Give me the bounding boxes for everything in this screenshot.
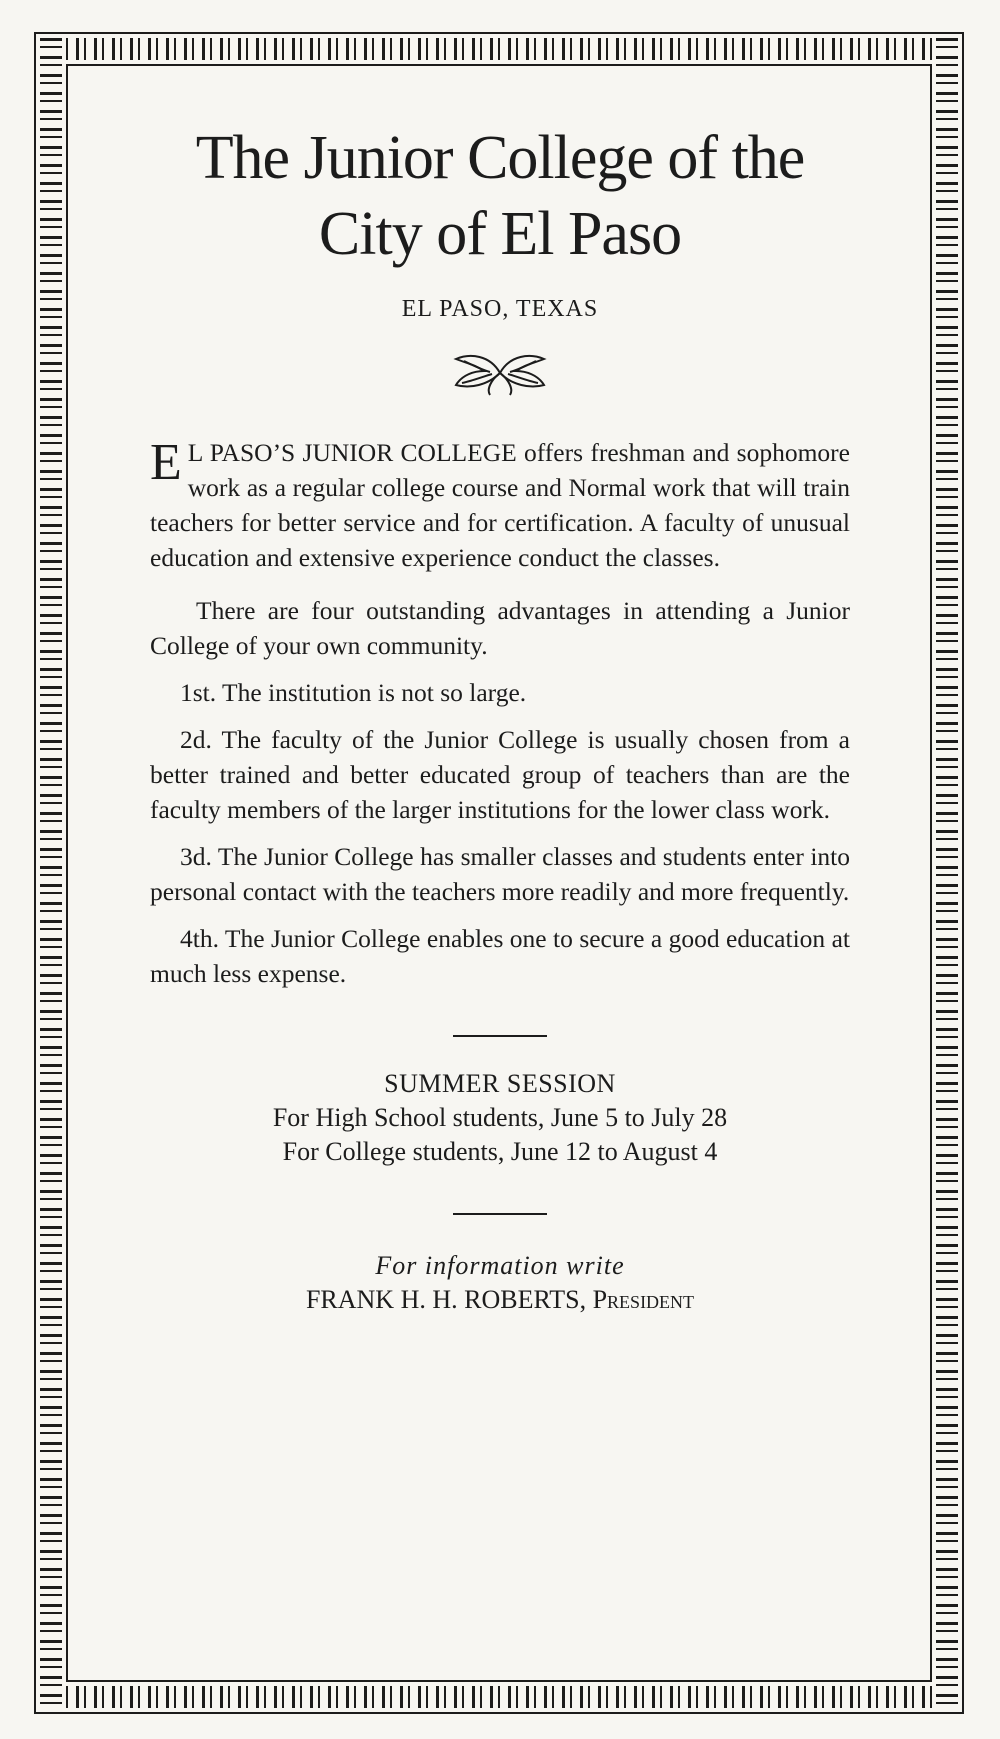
border-left-ornament (40, 38, 62, 1708)
divider-rule (453, 1213, 547, 1215)
page-title (150, 120, 850, 272)
advantage-item-3: 3d. The Junior College has smaller classes and students enter into personal contact with the teachers more readily and more frequently. (150, 842, 850, 906)
title-line-2: City of El Paso (318, 200, 682, 268)
intro-text: offers freshman and sophomore work as a regular college course and Normal work that will train teachers for better service and for certification. A faculty of unusual education and extensive experience conduct the classes. (150, 438, 850, 572)
summer-session-high-school: For High School students, June 5 to July 28 (272, 1103, 728, 1132)
border-bottom-ornament (40, 1686, 958, 1708)
contact-role: President (592, 1285, 695, 1314)
advertisement-content (150, 120, 850, 1317)
intro-paragraph (150, 435, 850, 575)
border-top-ornament (40, 38, 958, 60)
advantage-item-1: 1st. The institution is not so large. (180, 678, 527, 707)
border-right-ornament (936, 38, 958, 1708)
location-subtitle: EL PASO, TEXAS (401, 296, 599, 322)
leaf-ornament-icon (450, 349, 550, 397)
title-line-1: The Junior College of the (195, 124, 805, 192)
contact-prompt: For information write (375, 1251, 625, 1280)
summer-session-heading: SUMMER SESSION (384, 1069, 616, 1098)
advantage-item-2: 2d. The faculty of the Junior College is usually chosen from a better trained and better educated group of teachers than are the faculty members of the larger institutions for the lower class work. (150, 725, 850, 824)
summer-session-college: For College students, June 12 to August 4 (282, 1137, 718, 1166)
contact-name: FRANK H. H. ROBERTS, (305, 1285, 587, 1314)
divider-rule (453, 1035, 547, 1037)
drop-cap: E (150, 434, 182, 491)
intro-lead: L PASO’S JUNIOR COLLEGE (187, 438, 517, 467)
advantage-item-4: 4th. The Junior College enables one to secure a good education at much less expense. (150, 924, 850, 988)
advantages-intro: There are four outstanding advantages in attending a Junior College of your own community. (150, 596, 850, 660)
contact-line (150, 1283, 850, 1317)
